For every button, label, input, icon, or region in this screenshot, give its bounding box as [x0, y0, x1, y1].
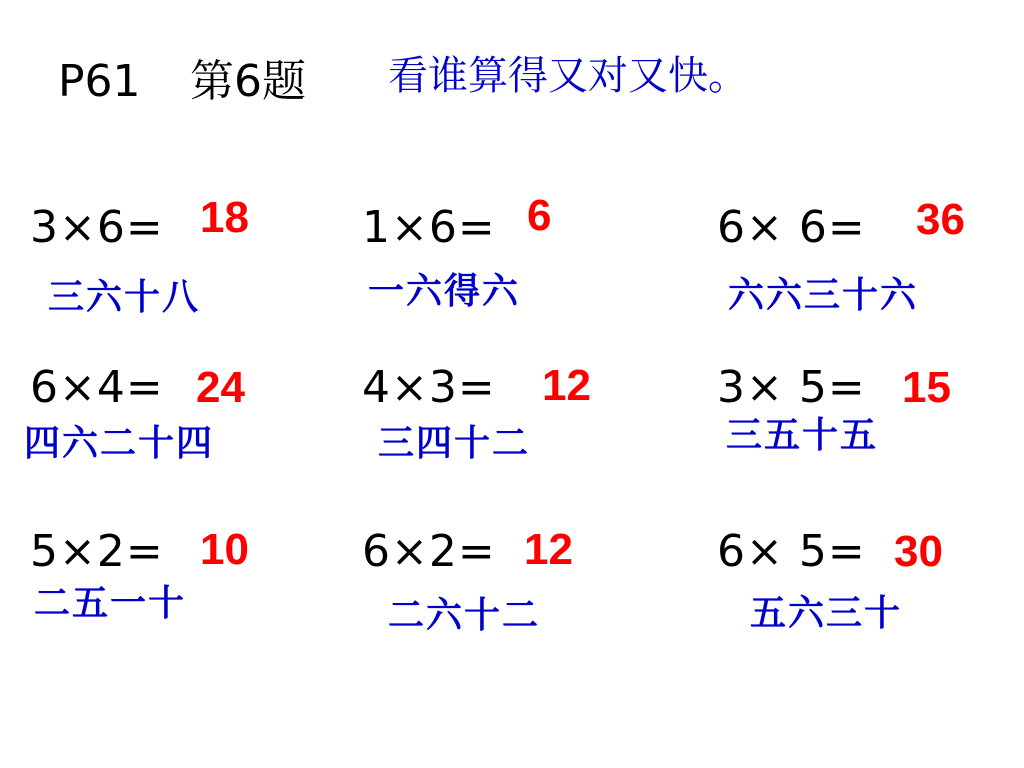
problem-expression: 5×2= — [30, 526, 164, 577]
problem-answer: 18 — [200, 193, 249, 242]
problem-rhyme: 二六十二 — [388, 595, 541, 636]
problem-answer: 12 — [542, 361, 591, 410]
problem-rhyme: 五六三十 — [750, 593, 903, 634]
problem-expression: 1×6= — [362, 202, 496, 253]
exercise-number: 第6题 — [190, 56, 306, 107]
problem-expression: 6× 6= — [717, 202, 866, 253]
problem-rhyme: 六六三十六 — [728, 275, 919, 316]
exercise-page: P61 — [58, 56, 141, 107]
exercise-instruction: 看谁算得又对又快。 — [388, 53, 748, 99]
problem-rhyme: 四六二十四 — [24, 423, 215, 464]
problem-rhyme: 三四十二 — [378, 423, 531, 464]
problem-rhyme: 一六得六 — [368, 271, 521, 312]
problem-expression: 6× 5= — [717, 526, 866, 577]
problem-rhyme: 二五一十 — [34, 583, 187, 624]
problem-answer: 24 — [196, 363, 245, 412]
problem-expression: 6×2= — [362, 526, 496, 577]
problem-expression: 3×6= — [30, 202, 164, 253]
problem-answer: 10 — [200, 525, 249, 574]
problem-answer: 12 — [524, 525, 573, 574]
problem-rhyme: 三五十五 — [726, 415, 879, 456]
problem-answer: 30 — [894, 527, 943, 576]
problem-expression: 3× 5= — [717, 362, 866, 413]
problem-answer: 36 — [916, 195, 965, 244]
problem-expression: 4×3= — [362, 362, 496, 413]
problem-answer: 6 — [527, 191, 552, 240]
problem-expression: 6×4= — [30, 362, 164, 413]
problem-rhyme: 三六十八 — [48, 277, 201, 318]
problem-answer: 15 — [902, 363, 951, 412]
